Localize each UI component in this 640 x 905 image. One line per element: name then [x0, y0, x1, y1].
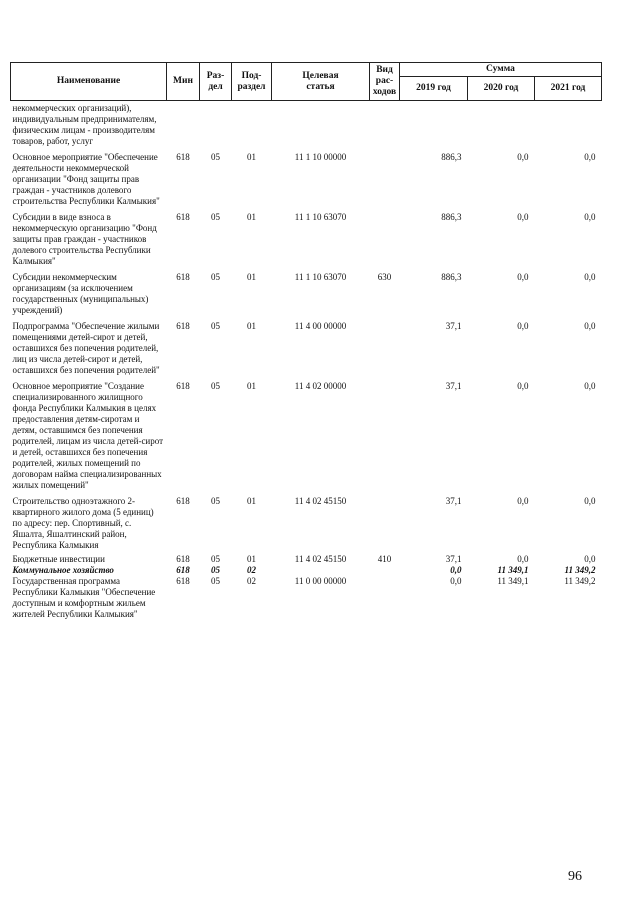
row-vid [370, 379, 400, 494]
row-min: 618 [176, 576, 190, 586]
row-sum-2020: 0,0 [517, 152, 529, 162]
table-body [11, 101, 602, 621]
col-header-2021: 2021 год [535, 77, 602, 101]
row-celevaya: 11 4 02 45150 [294, 554, 347, 564]
row-razdel: 05 [211, 321, 220, 331]
row-razdel: 05 [211, 576, 220, 586]
row-celevaya: 11 1 10 63070 [294, 272, 347, 282]
row-razdel [200, 101, 232, 151]
row-razdel: 05 [211, 152, 220, 162]
table-row [11, 319, 602, 379]
col-header-celevaya: Целевая статья [272, 63, 370, 101]
row-celevaya: 11 1 10 00000 [294, 152, 347, 162]
row-sum-2021: 0,0 [584, 212, 596, 222]
row-podrazdel: 01 [247, 321, 256, 331]
row-name: Строительство одноэтажного 2-квартирного жилого дома (5 единиц) по адресу: пер. Спортивный, с. Яшалта, Яшалтинский район, Республика Калмыкия [12, 496, 154, 550]
row-sum-2020 [468, 101, 535, 151]
row-celevaya: 11 1 10 63070 [294, 212, 347, 222]
table-row [11, 494, 602, 554]
row-sum-2020: 11 349,1 [497, 565, 529, 575]
row-celevaya: 11 4 02 00000 [294, 381, 347, 391]
row-sum-2019: 37,1 [445, 381, 462, 391]
col-header-name: Наименование [11, 63, 167, 101]
row-razdel: 05 [211, 554, 220, 564]
row-min [167, 101, 200, 151]
table-row [11, 379, 602, 494]
row-vid: 630 [377, 272, 392, 282]
row-celevaya: 11 4 02 45150 [294, 496, 347, 506]
row-podrazdel: 01 [247, 496, 256, 506]
row-vid: 410 [377, 554, 392, 564]
row-name: Основное мероприятие "Обеспечение деятельности некоммерческой организации "Фонд защиты прав граждан - участников долевого строительства Республики Калмыкия" [12, 152, 160, 206]
row-name: Бюджетные инвестиции [12, 554, 105, 564]
row-sum-2021: 0,0 [584, 496, 596, 506]
table-row [11, 101, 602, 151]
row-vid [370, 101, 400, 151]
page-number: 96 [568, 869, 582, 884]
row-celevaya: 11 0 00 00000 [294, 576, 347, 586]
row-min: 618 [176, 321, 190, 331]
row-podrazdel: 01 [247, 272, 256, 282]
row-vid [370, 565, 400, 576]
row-name: Субсидии некоммерческим организациям (за исключением государственных (муниципальных) учреждений) [12, 272, 149, 315]
row-sum-2020: 0,0 [517, 272, 529, 282]
row-razdel: 05 [211, 381, 220, 391]
row-podrazdel: 02 [247, 576, 256, 586]
row-sum-2019: 0,0 [450, 576, 462, 586]
col-header-2019: 2019 год [400, 77, 468, 101]
row-min: 618 [176, 272, 190, 282]
row-sum-2019: 37,1 [445, 496, 462, 506]
row-razdel: 05 [211, 565, 220, 575]
row-sum-2019: 886,3 [441, 152, 462, 162]
row-sum-2019 [400, 101, 468, 151]
row-sum-2020: 11 349,1 [497, 576, 529, 586]
row-sum-2019: 886,3 [441, 212, 462, 222]
row-min: 618 [176, 212, 190, 222]
row-sum-2021: 11 349,2 [564, 565, 596, 575]
row-sum-2019: 0,0 [450, 565, 462, 575]
table-row [11, 270, 602, 319]
row-razdel: 05 [211, 272, 220, 282]
budget-table [10, 62, 602, 620]
row-name: Подпрограмма "Обеспечение жилыми помещениями детей-сирот и детей, оставшихся без попечения родителей, лиц из числа детей-сирот и детей, оставшихся без попечения родителей" [12, 321, 160, 375]
row-sum-2021: 0,0 [584, 381, 596, 391]
row-min: 618 [176, 554, 190, 564]
row-sum-2019: 37,1 [445, 321, 462, 331]
row-min: 618 [176, 565, 190, 575]
row-min: 618 [176, 496, 190, 506]
row-sum-2021: 11 349,2 [564, 576, 596, 586]
table-row [11, 210, 602, 270]
row-vid [370, 150, 400, 210]
row-sum-2020: 0,0 [517, 496, 529, 506]
row-celevaya [272, 101, 370, 151]
row-vid [370, 494, 400, 554]
row-vid [370, 319, 400, 379]
row-celevaya [272, 565, 370, 576]
row-vid [370, 576, 400, 620]
row-sum-2020: 0,0 [517, 554, 529, 564]
row-celevaya: 11 4 00 00000 [294, 321, 347, 331]
col-header-podrazdel: Под- раздел [232, 63, 272, 101]
row-razdel: 05 [211, 496, 220, 506]
col-header-razdel: Раз- дел [200, 63, 232, 101]
col-header-summa: Сумма [400, 63, 602, 77]
row-name: Основное мероприятие "Создание специализированного жилищного фонда Республики Калмыкия в целях предоставления детям-сиротам и детям, оставшимся без попечения родителей, лицам из числа детей-сирот и детей, оставшихся без попечения родителей, жилых помещений по договорам найма специализированных жилых помещений" [12, 381, 164, 490]
row-sum-2021 [535, 101, 602, 151]
row-vid [370, 210, 400, 270]
row-name: некоммерческих организаций), индивидуальным предпринимателям, физическим лицам - производителям товаров, работ, услуг [12, 103, 157, 146]
row-sum-2020: 0,0 [517, 381, 529, 391]
row-name: Коммунальное хозяйство [12, 565, 114, 575]
col-header-min: Мин [167, 63, 200, 101]
row-podrazdel: 02 [247, 565, 256, 575]
row-sum-2021: 0,0 [584, 152, 596, 162]
row-sum-2021: 0,0 [584, 554, 596, 564]
row-sum-2020: 0,0 [517, 321, 529, 331]
row-podrazdel: 01 [247, 212, 256, 222]
table-row [11, 150, 602, 210]
row-podrazdel [232, 101, 272, 151]
row-podrazdel: 01 [247, 152, 256, 162]
table-row [11, 565, 602, 576]
row-min: 618 [176, 381, 190, 391]
col-header-vid: Вид рас- ходов [370, 63, 400, 101]
row-name: Государственная программа Республики Калмыкия "Обеспечение доступным и комфортным жильем жителей Республики Калмыкия" [12, 576, 156, 619]
table-row [11, 576, 602, 620]
row-sum-2021: 0,0 [584, 321, 596, 331]
row-podrazdel: 01 [247, 554, 256, 564]
row-sum-2019: 886,3 [441, 272, 462, 282]
row-name: Субсидии в виде взноса в некоммерческую организацию "Фонд защиты прав граждан - участников долевого строительства Республики Калмыкия" [12, 212, 157, 266]
row-sum-2021: 0,0 [584, 272, 596, 282]
table-row [11, 554, 602, 565]
row-sum-2020: 0,0 [517, 212, 529, 222]
row-sum-2019: 37,1 [445, 554, 462, 564]
row-razdel: 05 [211, 212, 220, 222]
row-min: 618 [176, 152, 190, 162]
row-podrazdel: 01 [247, 381, 256, 391]
col-header-2020: 2020 год [468, 77, 535, 101]
